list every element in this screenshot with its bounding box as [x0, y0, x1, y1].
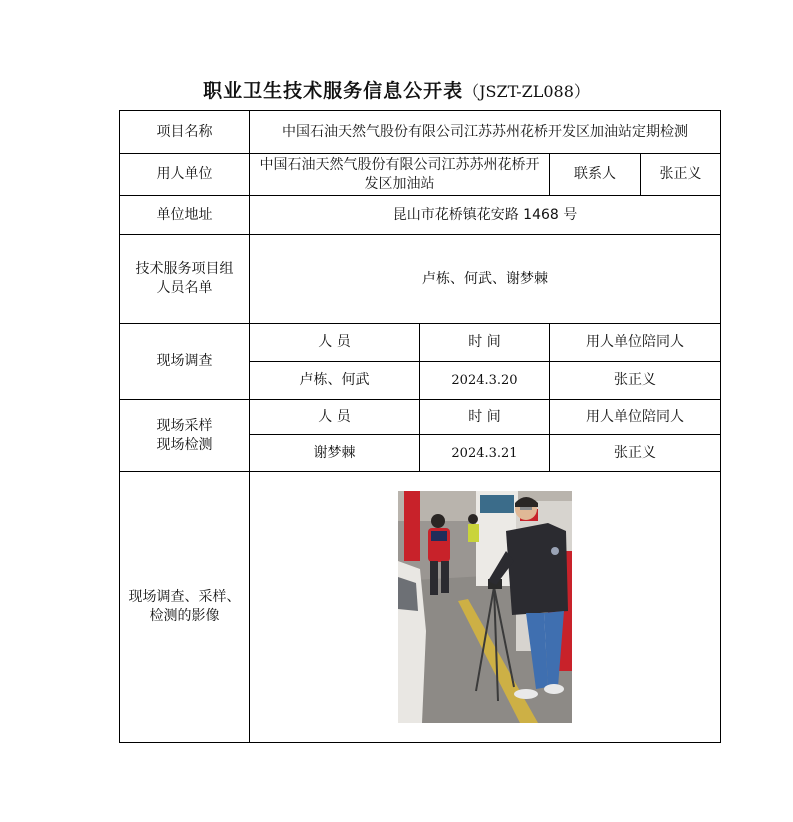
sampling-col-companion: 用人单位陪同人 — [550, 400, 721, 435]
row-project-name — [120, 111, 721, 154]
sampling-col-time: 时 间 — [420, 400, 550, 435]
row-images — [120, 472, 721, 743]
team-value: 卢栋、何武、谢梦棘 — [250, 235, 721, 324]
title-code: （JSZT-ZL088） — [463, 82, 590, 101]
address-value: 昆山市花桥镇花安路 1468 号 — [250, 196, 721, 235]
team-label: 技术服务项目组 人员名单 — [120, 235, 250, 324]
employer-label: 用人单位 — [120, 154, 250, 196]
site-survey-col-people: 人 员 — [250, 324, 420, 362]
site-survey-col-time: 时 间 — [420, 324, 550, 362]
sampling-col-people: 人 员 — [250, 400, 420, 435]
site-survey-time: 2024.3.20 — [420, 362, 550, 400]
row-team — [120, 235, 721, 324]
site-survey-label: 现场调查 — [120, 324, 250, 400]
site-survey-col-companion: 用人单位陪同人 — [550, 324, 721, 362]
images-cell — [250, 472, 721, 743]
info-table — [119, 110, 721, 743]
contact-value: 张正义 — [641, 154, 721, 196]
employer-value: 中国石油天然气股份有限公司江苏苏州花桥开发区加油站 — [250, 154, 550, 196]
row-address — [120, 196, 721, 235]
page-title — [0, 76, 793, 103]
row-site-survey-header — [120, 324, 721, 362]
site-photo — [398, 491, 572, 723]
project-name-label: 项目名称 — [120, 111, 250, 154]
sampling-label: 现场采样 现场检测 — [120, 400, 250, 472]
sampling-people: 谢梦棘 — [250, 435, 420, 472]
title-text: 职业卫生技术服务信息公开表 — [203, 80, 464, 102]
sampling-companion: 张正义 — [550, 435, 721, 472]
row-employer — [120, 154, 721, 196]
site-survey-companion: 张正义 — [550, 362, 721, 400]
contact-label: 联系人 — [550, 154, 641, 196]
address-label: 单位地址 — [120, 196, 250, 235]
site-survey-people: 卢栋、何武 — [250, 362, 420, 400]
project-name-value: 中国石油天然气股份有限公司江苏苏州花桥开发区加油站定期检测 — [250, 111, 721, 154]
images-label: 现场调查、采样、 检测的影像 — [120, 472, 250, 743]
sampling-time: 2024.3.21 — [420, 435, 550, 472]
row-sampling-header — [120, 400, 721, 435]
